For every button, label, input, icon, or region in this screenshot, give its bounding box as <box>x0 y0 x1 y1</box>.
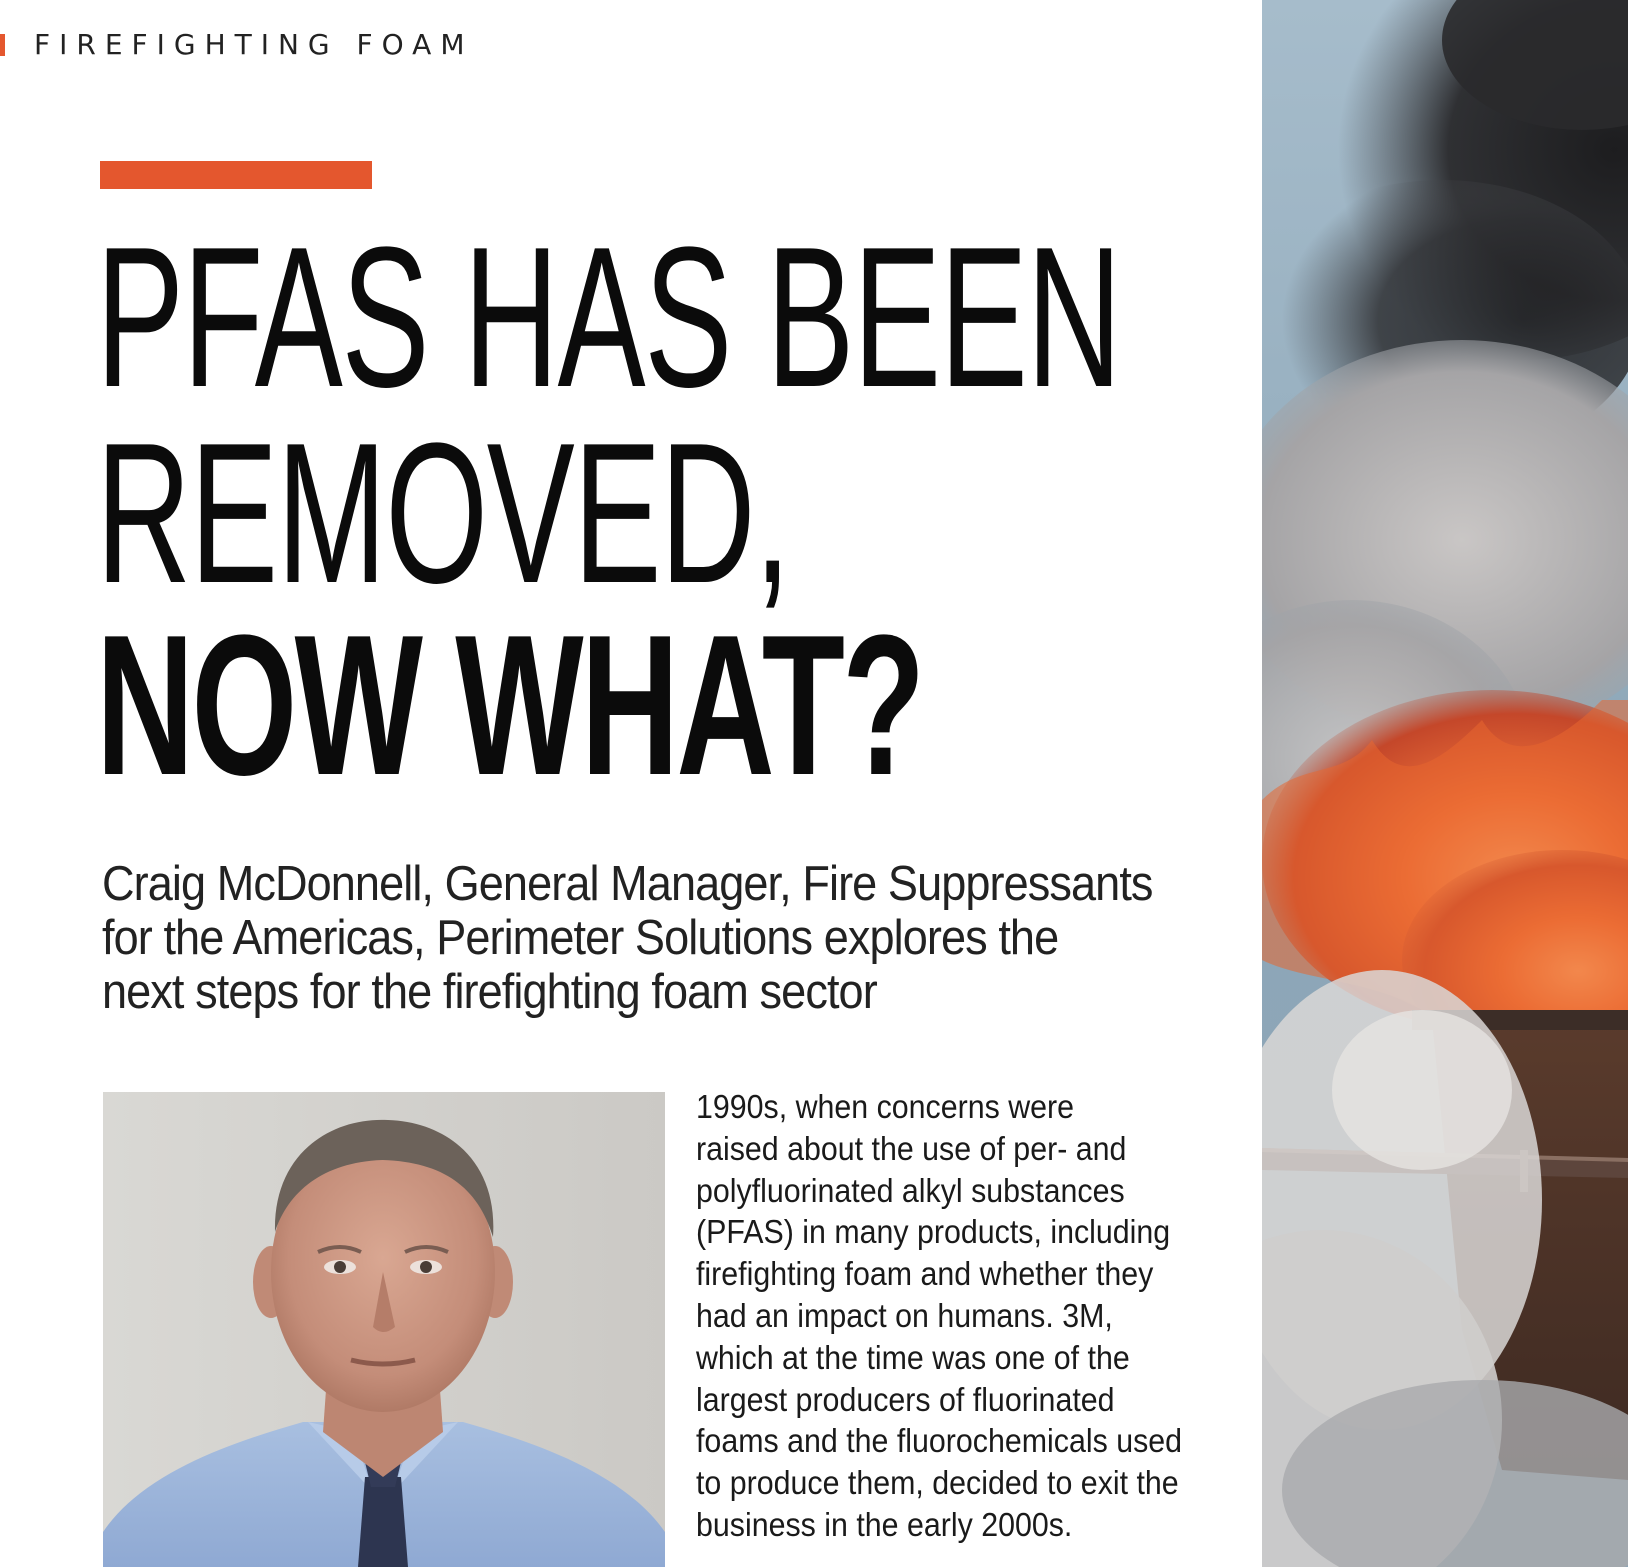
headline-line-2: REMOVED, <box>96 402 790 625</box>
body-line: 1990s, when concerns were <box>696 1088 1075 1125</box>
standfirst <box>102 857 1222 1019</box>
body-line: had an impact on humans. 3M, <box>696 1296 1113 1334</box>
section-label: FIREFIGHTING FOAM <box>34 28 474 61</box>
article-body <box>696 1086 1226 1546</box>
standfirst-line: next steps for the firefighting foam sector <box>102 965 877 1019</box>
body-line: business in the early 2000s. <box>696 1505 1073 1543</box>
body-line: (PFAS) in many products, including <box>696 1213 1171 1251</box>
standfirst-line: Craig McDonnell, General Manager, Fire Suppressants <box>102 857 1153 911</box>
author-portrait-image <box>103 1092 665 1567</box>
headline-line-1: PFAS HAS BEEN <box>96 206 1121 429</box>
body-line: polyfluorinated alkyl substances <box>696 1171 1125 1209</box>
headline-line-3: NOW WHAT? <box>96 594 923 817</box>
body-line: largest producers of fluorinated <box>696 1380 1115 1418</box>
body-line: raised about the use of per- and <box>696 1129 1127 1167</box>
body-line: to produce them, decided to exit the <box>696 1464 1179 1502</box>
body-line: which at the time was one of the <box>696 1338 1130 1376</box>
body-line: firefighting foam and whether they <box>696 1255 1154 1293</box>
section-marker <box>0 34 5 56</box>
body-line: foams and the fluorochemicals used <box>696 1422 1183 1460</box>
standfirst-line: for the Americas, Perimeter Solutions explores the <box>102 911 1059 965</box>
accent-bar <box>100 161 372 189</box>
fire-smoke-image <box>1262 0 1628 1567</box>
